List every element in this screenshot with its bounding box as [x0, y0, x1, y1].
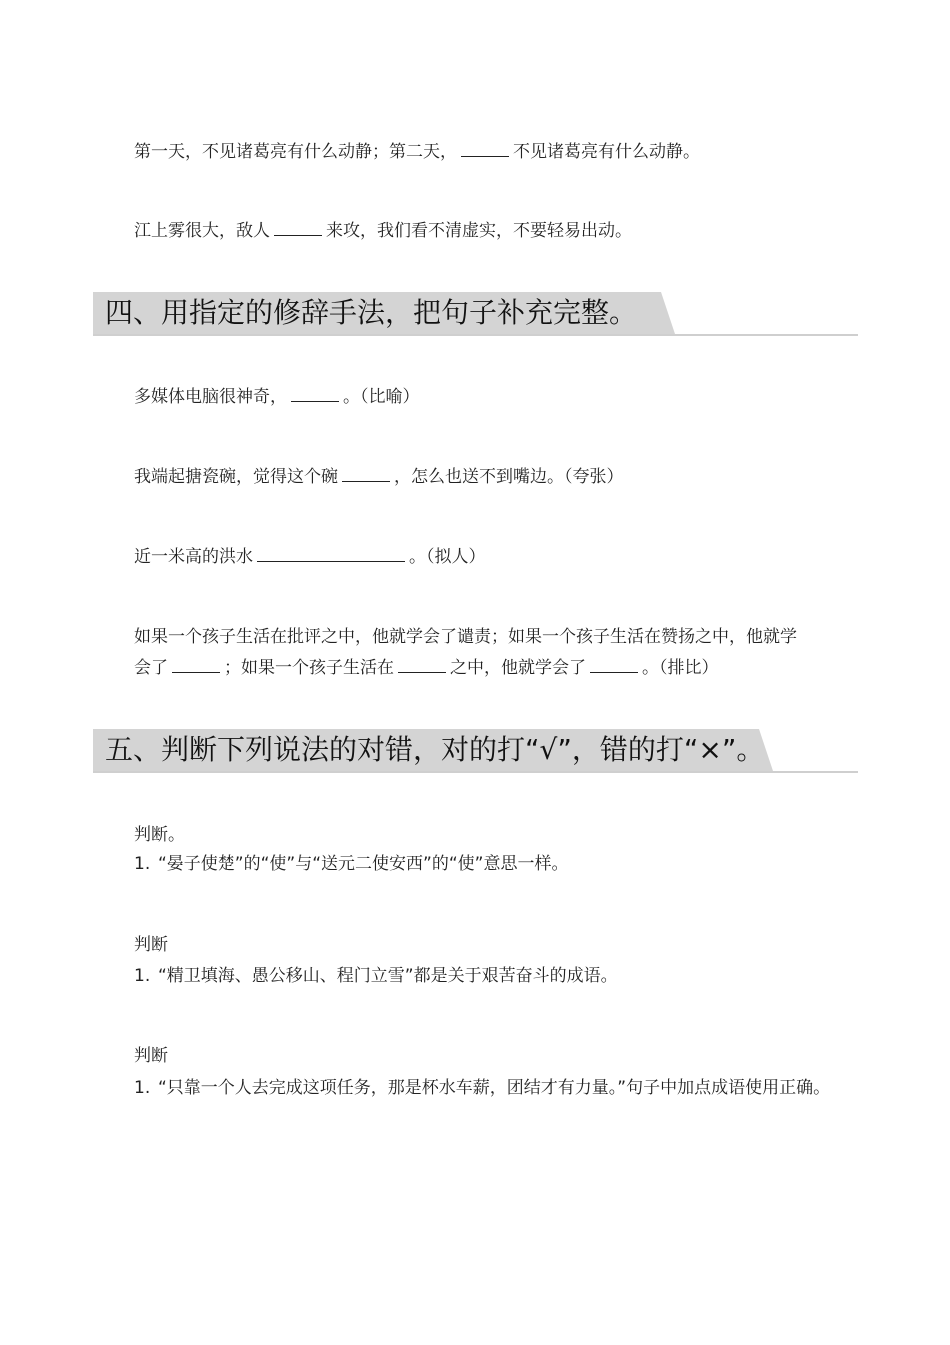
answer-blank[interactable] — [342, 467, 390, 482]
judge-label: 判断 — [134, 935, 168, 955]
question-text: 。（排比） — [642, 658, 719, 678]
question-text-before: 江上雾很大，敌人 — [134, 221, 270, 241]
question-text: 之中，他就学会了 — [450, 658, 586, 678]
question-text-before: 我端起搪瓷碗，觉得这个碗 — [134, 467, 338, 487]
rhetoric-question-3 — [134, 546, 486, 568]
fill-blank-question-2 — [134, 220, 632, 242]
item-number: 1. — [134, 1078, 151, 1098]
judge-item — [134, 1074, 844, 1102]
item-text: “晏子使楚”的“使”与“送元二使安西”的“使”意思一样。 — [158, 854, 569, 874]
section-title: 四、用指定的修辞手法，把句子补充完整。 — [105, 296, 638, 329]
judge-label: 判断 — [134, 1046, 168, 1066]
question-text-before: 多媒体电脑很神奇， — [134, 387, 287, 407]
question-text-after: 不见诸葛亮有什么动静。 — [513, 142, 700, 162]
question-text-before: 近一米高的洪水 — [134, 547, 253, 567]
section-title: 五、判断下列说法的对错，对的打“√”，错的打“×”。 — [105, 733, 765, 766]
judge-item — [134, 962, 844, 990]
section-heading-5 — [93, 729, 858, 773]
question-text-after: ，怎么也送不到嘴边。（夸张） — [394, 467, 624, 487]
item-text: “精卫填海、愚公移山、程门立雪”都是关于艰苦奋斗的成语。 — [158, 966, 618, 986]
item-text: “只靠一个人去完成这项任务，那是杯水车薪，团结才有力量。”句子中加点成语使用正确。 — [158, 1078, 831, 1098]
answer-blank[interactable] — [291, 387, 339, 402]
judge-label: 判断。 — [134, 825, 185, 845]
question-text: 会了 — [134, 658, 168, 678]
heading-underline — [93, 771, 858, 773]
question-text-after: 来攻，我们看不清虚实，不要轻易出动。 — [326, 221, 632, 241]
judge-item — [134, 850, 844, 878]
heading-underline — [93, 334, 858, 336]
answer-blank[interactable] — [257, 547, 405, 562]
question-text-before: 第一天，不见诸葛亮有什么动静；第二天， — [134, 142, 457, 162]
fill-blank-question-1 — [134, 141, 700, 163]
rhetoric-question-2 — [134, 466, 624, 488]
question-text-after: 。（比喻） — [343, 387, 420, 407]
question-text-after: 。（拟人） — [409, 547, 486, 567]
answer-blank[interactable] — [590, 658, 638, 673]
section-heading-4 — [93, 292, 858, 336]
rhetoric-question-1 — [134, 386, 420, 408]
rhetoric-question-4-line-1 — [134, 626, 797, 648]
answer-blank[interactable] — [172, 658, 220, 673]
item-number: 1. — [134, 966, 151, 986]
answer-blank[interactable] — [274, 221, 322, 236]
answer-blank[interactable] — [398, 658, 446, 673]
rhetoric-question-4-line-2 — [134, 657, 719, 679]
question-text: ；如果一个孩子生活在 — [224, 658, 394, 678]
answer-blank[interactable] — [461, 142, 509, 157]
question-text: 如果一个孩子生活在批评之中，他就学会了谴责；如果一个孩子生活在赞扬之中，他就学 — [134, 627, 797, 647]
item-number: 1. — [134, 854, 151, 874]
